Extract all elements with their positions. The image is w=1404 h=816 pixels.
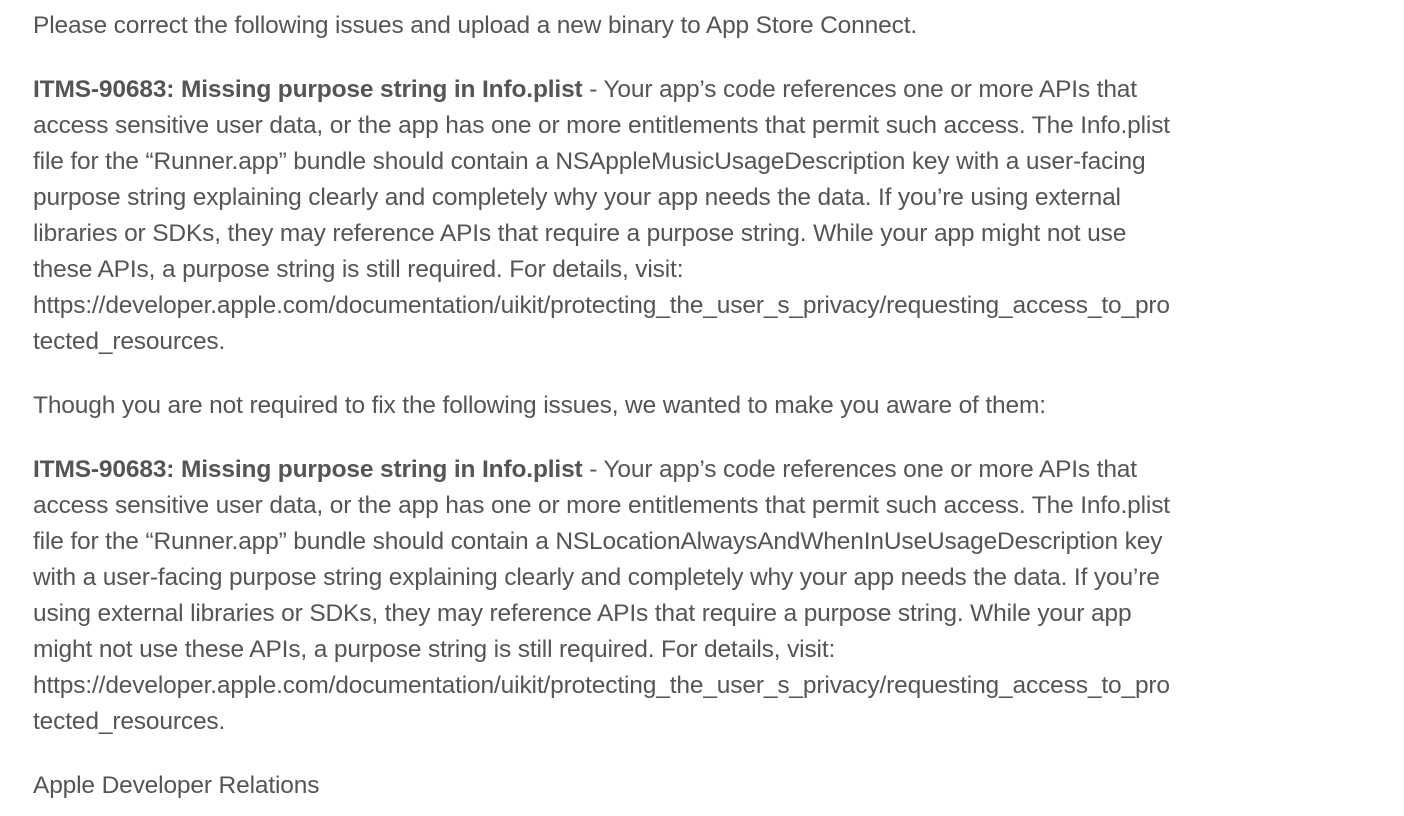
signature-paragraph <box>33 768 1393 804</box>
email-body <box>33 8 1393 804</box>
issue-line: access sensitive user data, or the app has one or more entitlements that permit such access. The Info.plist <box>33 492 1170 519</box>
intro-paragraph <box>33 8 1393 44</box>
issue-url-line[interactable]: https://developer.apple.com/documentation/uikit/protecting_the_user_s_privacy/requesting_access_to_pro <box>33 672 1170 699</box>
issue-line: file for the “Runner.app” bundle should contain a NSLocationAlwaysAndWhenInUseUsageDescription key <box>33 528 1163 555</box>
intro-text: Please correct the following issues and upload a new binary to App Store Connect. <box>33 12 918 39</box>
optional-intro-paragraph <box>33 388 1393 424</box>
issue-url-line[interactable]: https://developer.apple.com/documentation/uikit/protecting_the_user_s_privacy/requesting_access_to_pro <box>33 292 1170 319</box>
signature: Apple Developer Relations <box>33 772 320 799</box>
issue-line: with a user-facing purpose string explaining clearly and completely why your app needs the data. If you’re <box>33 564 1160 591</box>
issue-title: ITMS-90683: Missing purpose string in Info.plist <box>33 456 583 483</box>
issue-line: using external libraries or SDKs, they may reference APIs that require a purpose string. While your app <box>33 600 1132 627</box>
issue-first-line: ITMS-90683: Missing purpose string in Info.plist - Your app’s code references one or more APIs that <box>33 76 1137 103</box>
issue-line: might not use these APIs, a purpose string is still required. For details, visit: <box>33 636 836 663</box>
issue-line: these APIs, a purpose string is still required. For details, visit: <box>33 256 684 283</box>
issue-line: file for the “Runner.app” bundle should contain a NSAppleMusicUsageDescription key with a user-facing <box>33 148 1146 175</box>
issue-title: ITMS-90683: Missing purpose string in Info.plist <box>33 76 583 103</box>
required-issue-itms-90683 <box>33 72 1393 360</box>
issue-url-line[interactable]: tected_resources. <box>33 708 226 735</box>
issue-line: access sensitive user data, or the app has one or more entitlements that permit such access. The Info.plist <box>33 112 1170 139</box>
issue-line: libraries or SDKs, they may reference APIs that require a purpose string. While your app might not use <box>33 220 1127 247</box>
optional-intro-text: Though you are not required to fix the following issues, we wanted to make you aware of them: <box>33 392 1046 419</box>
issue-url-line[interactable]: tected_resources. <box>33 328 226 355</box>
issue-line: purpose string explaining clearly and completely why your app needs the data. If you’re using external <box>33 184 1121 211</box>
issue-first-line: ITMS-90683: Missing purpose string in Info.plist - Your app’s code references one or more APIs that <box>33 456 1137 483</box>
optional-issue-itms-90683 <box>33 452 1393 740</box>
